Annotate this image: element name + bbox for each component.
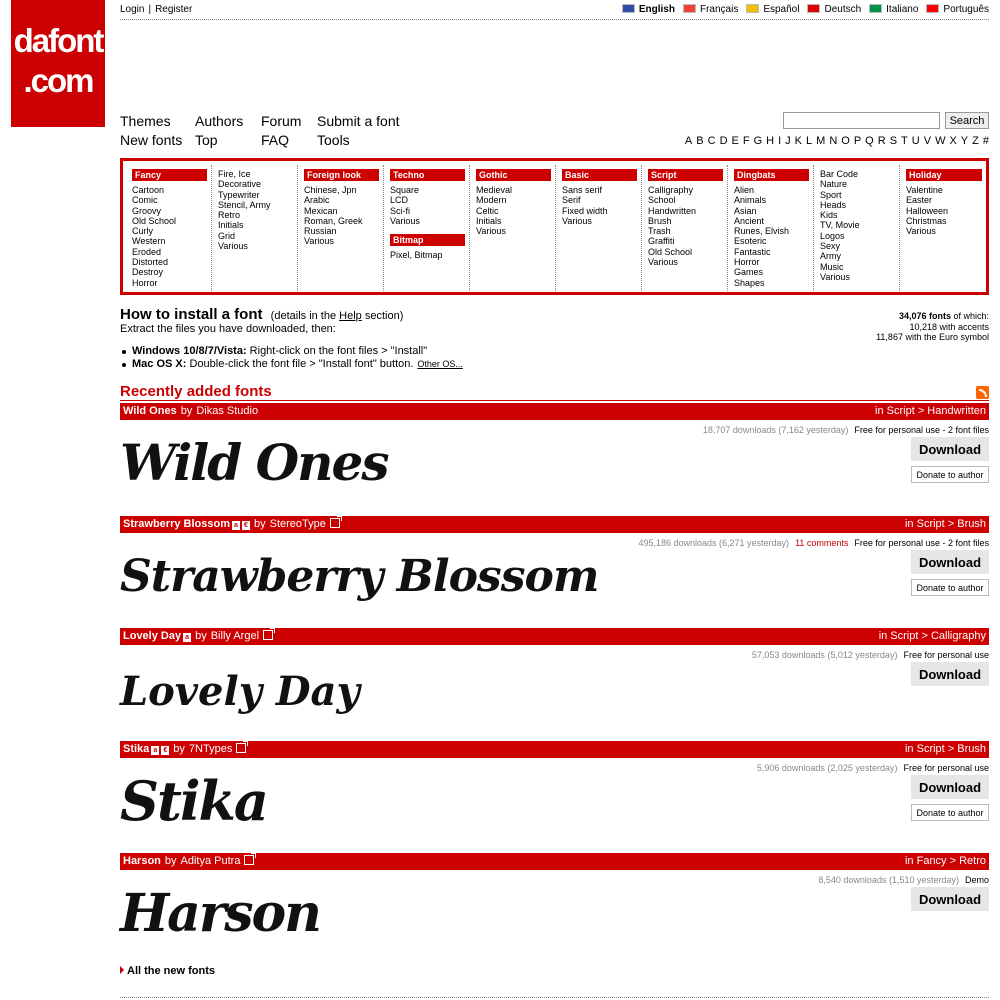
stats-accents: 10,218 with accents: [909, 321, 989, 332]
category-item[interactable]: Christmas: [906, 215, 947, 226]
download-button[interactable]: Download: [911, 887, 989, 911]
font-preview[interactable]: Strawberry Blossom: [120, 551, 599, 602]
category-item[interactable]: Square: [390, 185, 420, 195]
category-item[interactable]: Initials: [476, 215, 502, 226]
top-bar: [120, 4, 989, 18]
category-column: [470, 165, 556, 291]
nav-new-fonts[interactable]: New fonts: [120, 132, 183, 148]
category-column: [814, 165, 900, 291]
windows-label: Windows 10/8/7/Vista:: [132, 345, 247, 357]
category-column: [642, 165, 728, 291]
category-item[interactable]: Initials: [218, 220, 244, 231]
category-item[interactable]: Graffiti: [648, 236, 675, 247]
font-preview[interactable]: Harson: [120, 883, 320, 944]
accent-badge-icon: a: [151, 746, 159, 755]
category-item[interactable]: Groovy: [132, 205, 162, 216]
stats-count-suffix: of which:: [950, 311, 989, 321]
category-item[interactable]: Old School: [648, 246, 693, 257]
font-title: [123, 743, 246, 755]
language-espanol[interactable]: [746, 4, 799, 15]
category-item[interactable]: Army: [820, 251, 841, 262]
category-item[interactable]: Russian: [304, 226, 337, 237]
alphabet-index: [681, 135, 989, 147]
bottom-divider: [120, 997, 989, 998]
nav-themes[interactable]: Themes: [120, 113, 171, 129]
category-item[interactable]: Nature: [820, 179, 848, 190]
category-item[interactable]: Halloween: [906, 205, 949, 216]
category-item[interactable]: Asian: [734, 205, 757, 216]
font-name-link[interactable]: Stika: [123, 743, 150, 755]
font-stats: [876, 311, 989, 343]
category-item[interactable]: Roman, Greek: [304, 215, 363, 226]
nav-tools[interactable]: Tools: [317, 132, 350, 148]
language-italiano[interactable]: [869, 4, 918, 15]
alphabet-letter[interactable]: J: [785, 135, 791, 147]
alphabet-letter[interactable]: K: [794, 135, 803, 147]
category-item[interactable]: Sexy: [820, 241, 841, 252]
search-button[interactable]: Search: [945, 112, 989, 129]
alphabet-letter[interactable]: O: [841, 135, 850, 147]
mac-text: Double-click the font file > "Install font" button.: [186, 358, 414, 370]
category-item[interactable]: Heads: [820, 199, 847, 210]
font-author-link[interactable]: 7NTypes: [188, 743, 233, 755]
external-link-icon[interactable]: [330, 518, 340, 528]
download-button[interactable]: Download: [911, 437, 989, 461]
category-item[interactable]: Grid: [218, 230, 236, 241]
install-step-windows: [132, 345, 463, 358]
category-item[interactable]: Modern: [476, 195, 507, 206]
font-title-bar: [120, 741, 989, 758]
category-item[interactable]: Various: [476, 226, 506, 237]
search-input[interactable]: [783, 112, 940, 129]
font-title-bar: [120, 516, 989, 533]
font-preview[interactable]: Lovely Day: [120, 668, 360, 715]
category-item[interactable]: Decorative: [218, 179, 262, 190]
search-form: [783, 112, 989, 130]
donate-button[interactable]: Donate to author: [911, 804, 989, 821]
download-count: 5,906 downloads (2,025 yesterday): [756, 763, 898, 773]
category-item[interactable]: Old School: [132, 215, 177, 226]
language-label: Español: [763, 4, 800, 15]
alphabet-letter[interactable]: U: [911, 135, 920, 147]
category-item[interactable]: Typewriter: [218, 189, 260, 200]
accent-badge-icon: a: [183, 633, 191, 642]
category-column: [728, 165, 814, 291]
category-bitmap[interactable]: Bitmap: [390, 234, 465, 246]
license-text: Free for personal use - 2 font files: [854, 538, 989, 548]
stats-count-line: [876, 311, 989, 322]
font-author-link[interactable]: Aditya Putra: [180, 855, 241, 867]
font-category-link[interactable]: in Script > Handwritten: [875, 405, 986, 417]
category-item[interactable]: Fire, Ice: [218, 169, 251, 179]
font-entry: [120, 853, 989, 963]
font-by: by: [195, 630, 207, 642]
category-item[interactable]: Various: [562, 215, 592, 226]
alphabet-letter[interactable]: H: [766, 135, 775, 147]
font-name-link[interactable]: Lovely Day: [123, 630, 182, 642]
alphabet-letter[interactable]: Z: [972, 135, 979, 147]
category-item[interactable]: Alien: [734, 185, 755, 195]
download-count: 18,707 downloads (7,162 yesterday): [702, 425, 849, 435]
download-button[interactable]: Download: [911, 775, 989, 799]
category-item[interactable]: Comic: [132, 195, 158, 206]
download-count: 495,186 downloads (6,271 yesterday): [638, 538, 790, 548]
category-item[interactable]: Various: [820, 271, 850, 282]
category-item[interactable]: Kids: [820, 210, 838, 221]
category-item[interactable]: Music: [820, 261, 844, 272]
install-heading: [120, 306, 403, 323]
alphabet-letter[interactable]: F: [742, 135, 750, 147]
category-item[interactable]: Easter: [906, 195, 933, 206]
arrow-right-icon: [120, 966, 124, 974]
category-item[interactable]: TV, Movie: [820, 220, 860, 231]
font-category-link[interactable]: in Fancy > Retro: [904, 855, 986, 867]
font-meta: [638, 538, 989, 548]
category-panel: [120, 158, 989, 295]
category-item[interactable]: Calligraphy: [648, 185, 694, 195]
category-item[interactable]: Various: [218, 241, 248, 252]
category-item[interactable]: Shapes: [734, 277, 765, 288]
alphabet-letter[interactable]: N: [829, 135, 838, 147]
license-text: Free for personal use: [903, 763, 989, 773]
category-item[interactable]: Pixel, Bitmap: [390, 250, 443, 261]
category-techno[interactable]: Techno: [390, 169, 465, 181]
font-title-bar: [120, 628, 989, 645]
alphabet-letter[interactable]: R: [877, 135, 886, 147]
download-button[interactable]: Download: [911, 662, 989, 686]
nav-authors[interactable]: Authors: [195, 113, 244, 129]
nav-submit-font[interactable]: Submit a font: [317, 113, 400, 129]
stats-count: 34,076 fonts: [898, 311, 951, 321]
windows-text: Right-click on the font files > "Install": [246, 345, 428, 357]
category-item[interactable]: LCD: [390, 195, 409, 206]
alphabet-letter[interactable]: E: [731, 135, 739, 147]
install-intro: Extract the files you have downloaded, then:: [120, 323, 336, 335]
install-details: [271, 310, 404, 322]
font-title: [123, 630, 273, 642]
help-link[interactable]: Help: [339, 310, 362, 322]
font-category-link[interactable]: in Script > Brush: [904, 518, 986, 530]
alphabet-letter[interactable]: G: [753, 135, 763, 147]
download-count: 8,540 downloads (1,510 yesterday): [818, 875, 959, 885]
font-name-link[interactable]: Wild Ones: [123, 405, 177, 417]
category-item[interactable]: Destroy: [132, 267, 164, 278]
alphabet-letter[interactable]: I: [778, 135, 782, 147]
category-dingbats[interactable]: Dingbats: [734, 169, 809, 181]
install-step-mac: [132, 358, 463, 371]
alphabet-letter[interactable]: A: [684, 135, 693, 147]
alphabet-letter[interactable]: L: [806, 135, 813, 147]
alphabet-letter[interactable]: W: [935, 135, 946, 147]
category-item[interactable]: Various: [390, 215, 420, 226]
category-item[interactable]: Horror: [734, 257, 760, 268]
category-item[interactable]: Western: [132, 236, 166, 247]
font-meta: [703, 425, 989, 435]
license-text: Free for personal use - 2 font files: [854, 425, 989, 435]
category-item[interactable]: Chinese, Jpn: [304, 185, 357, 195]
font-category-link[interactable]: in Script > Brush: [904, 743, 986, 755]
category-script[interactable]: Script: [648, 169, 723, 181]
alphabet-letter[interactable]: #: [982, 135, 989, 147]
auth-links: [120, 4, 192, 15]
font-meta: [757, 763, 989, 773]
category-item[interactable]: Celtic: [476, 205, 499, 216]
install-steps: [132, 345, 463, 371]
font-by: by: [164, 855, 177, 867]
font-title-bar: [120, 403, 989, 420]
external-link-icon[interactable]: [263, 630, 273, 640]
auth-separator: |: [148, 4, 152, 15]
all-new-fonts-link[interactable]: [120, 965, 215, 977]
font-by: by: [180, 405, 193, 417]
category-item[interactable]: Distorted: [132, 257, 169, 268]
site-logo[interactable]: [11, 0, 105, 127]
flag-icon: [622, 4, 635, 13]
category-basic[interactable]: Basic: [562, 169, 637, 181]
install-title: How to install a font: [120, 306, 263, 323]
font-entry: [120, 628, 989, 738]
category-holiday[interactable]: Holiday: [906, 169, 982, 181]
flag-icon: [746, 4, 759, 13]
language-selector: [614, 4, 989, 15]
donate-button[interactable]: Donate to author: [911, 579, 989, 596]
alphabet-letter[interactable]: C: [707, 135, 716, 147]
font-entry: [120, 516, 989, 626]
font-meta: [752, 650, 989, 660]
font-name-link[interactable]: Strawberry Blossom: [123, 518, 230, 530]
font-name-link[interactable]: Harson: [123, 855, 161, 867]
other-os-link[interactable]: Other OS...: [417, 359, 463, 369]
category-item[interactable]: Curly: [132, 226, 154, 237]
category-column: [212, 165, 298, 291]
language-label: Português: [943, 4, 989, 15]
install-details-pre: (details in the: [270, 310, 340, 322]
category-item[interactable]: Various: [304, 236, 334, 247]
flag-icon: [807, 4, 820, 13]
flag-icon: [869, 4, 882, 13]
category-item[interactable]: Arabic: [304, 195, 330, 206]
category-item[interactable]: Eroded: [132, 246, 162, 257]
stats-euro: 11,867 with the Euro symbol: [876, 332, 989, 342]
language-label: Italiano: [886, 4, 919, 15]
recent-header: [120, 383, 989, 401]
download-count: 57,053 downloads (5,012 yesterday): [751, 650, 898, 660]
category-item[interactable]: Bar Code: [820, 169, 859, 179]
font-category-link[interactable]: in Script > Calligraphy: [878, 630, 986, 642]
category-column: [900, 165, 986, 291]
logo-line1: dafont: [13, 22, 103, 59]
font-title: [123, 518, 340, 530]
category-item[interactable]: Horror: [132, 277, 158, 288]
font-preview[interactable]: Wild Ones: [120, 433, 388, 492]
nav-forum[interactable]: Forum: [261, 113, 302, 129]
category-item[interactable]: Various: [648, 257, 678, 268]
category-column: [556, 165, 642, 291]
alphabet-letter[interactable]: P: [853, 135, 862, 147]
language-label: Français: [699, 4, 739, 15]
category-item[interactable]: Esoteric: [734, 236, 767, 247]
download-button[interactable]: Download: [911, 550, 989, 574]
alphabet-letter[interactable]: Y: [960, 135, 969, 147]
category-item[interactable]: School: [648, 195, 676, 206]
euro-badge-icon: €: [242, 521, 250, 530]
alphabet-letter[interactable]: Q: [865, 135, 874, 147]
language-label: Deutsch: [824, 4, 862, 15]
external-link-icon[interactable]: [244, 855, 254, 865]
category-item[interactable]: Handwritten: [648, 205, 697, 216]
category-foreign-look[interactable]: Foreign look: [304, 169, 379, 181]
license-text: Free for personal use: [903, 650, 989, 660]
category-item[interactable]: Logos: [820, 230, 845, 241]
category-item[interactable]: Fixed width: [562, 205, 608, 216]
category-item[interactable]: Serif: [562, 195, 581, 206]
alphabet-letter[interactable]: M: [816, 135, 826, 147]
alphabet-letter[interactable]: X: [949, 135, 957, 147]
alphabet-letter[interactable]: V: [923, 135, 932, 147]
comments-link[interactable]: 11 comments: [795, 538, 849, 548]
category-item[interactable]: Valentine: [906, 185, 943, 195]
flag-icon: [926, 4, 939, 13]
register-link[interactable]: Register: [155, 4, 193, 15]
donate-button[interactable]: Donate to author: [911, 466, 989, 483]
category-item[interactable]: Sci-fi: [390, 205, 410, 216]
nav-faq[interactable]: FAQ: [261, 132, 290, 148]
font-title-bar: [120, 853, 989, 870]
license-text: Demo: [964, 875, 989, 885]
category-item[interactable]: Various: [906, 226, 936, 237]
logo-line2: .com: [23, 62, 93, 99]
category-gothic[interactable]: Gothic: [476, 169, 551, 181]
login-link[interactable]: Login: [120, 4, 145, 15]
font-by: by: [253, 518, 266, 530]
language-francais[interactable]: [683, 4, 738, 15]
language-portugues[interactable]: [926, 4, 989, 15]
category-item[interactable]: Sans serif: [562, 185, 603, 195]
alphabet-letter[interactable]: T: [901, 135, 908, 147]
font-author-link[interactable]: Billy Argel: [210, 630, 260, 642]
category-item[interactable]: Fantastic: [734, 246, 771, 257]
category-item[interactable]: Brush: [648, 215, 672, 226]
alphabet-letter[interactable]: D: [719, 135, 728, 147]
font-author-link[interactable]: Dikas Studio: [196, 405, 259, 417]
category-column: [384, 165, 470, 291]
category-item[interactable]: Sport: [820, 189, 842, 200]
category-item[interactable]: Games: [734, 267, 764, 278]
euro-badge-icon: €: [161, 746, 169, 755]
top-divider: [120, 19, 989, 20]
category-item[interactable]: Mexican: [304, 205, 338, 216]
font-author-link[interactable]: StereoType: [269, 518, 326, 530]
recent-title: Recently added fonts: [120, 383, 272, 400]
alphabet-letter[interactable]: S: [889, 135, 898, 147]
category-item[interactable]: Runes, Elvish: [734, 226, 790, 237]
category-column: [126, 165, 212, 291]
install-details-post: section): [361, 310, 404, 322]
font-entry: [120, 403, 989, 513]
language-label: English: [638, 4, 675, 15]
category-item[interactable]: Medieval: [476, 185, 513, 195]
category-item[interactable]: Cartoon: [132, 185, 165, 195]
category-column: [298, 165, 384, 291]
category-item[interactable]: Trash: [648, 226, 671, 237]
category-item[interactable]: Retro: [218, 210, 241, 221]
font-title: [123, 405, 258, 417]
font-meta: [818, 875, 989, 885]
language-english[interactable]: [622, 4, 675, 15]
external-link-icon[interactable]: [236, 743, 246, 753]
accent-badge-icon: a: [232, 521, 240, 530]
flag-icon: [683, 4, 696, 13]
category-item[interactable]: Animals: [734, 195, 767, 206]
language-deutsch[interactable]: [807, 4, 861, 15]
all-new-fonts-label: All the new fonts: [127, 965, 215, 977]
font-by: by: [173, 743, 185, 755]
category-fancy[interactable]: Fancy: [132, 169, 207, 181]
font-preview[interactable]: Stika: [120, 769, 267, 833]
mac-label: Mac OS X:: [132, 358, 187, 370]
category-item[interactable]: Stencil, Army: [218, 199, 271, 210]
font-entry: [120, 741, 989, 851]
nav-top[interactable]: Top: [195, 132, 218, 148]
font-title: [123, 855, 254, 867]
category-item[interactable]: Ancient: [734, 215, 765, 226]
alphabet-letter[interactable]: B: [696, 135, 704, 147]
rss-icon[interactable]: [976, 386, 989, 399]
